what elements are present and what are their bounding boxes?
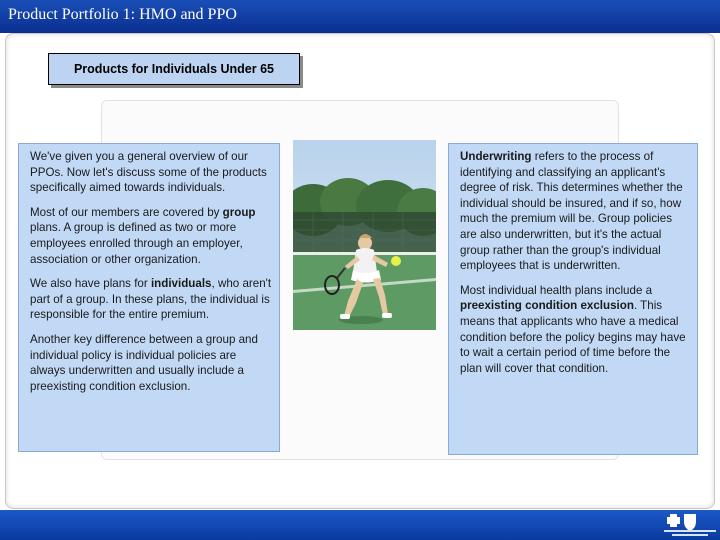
tennis-photo-svg	[293, 140, 436, 330]
blue-cross-blue-shield-logo	[660, 510, 720, 540]
left-paragraph-3	[30, 276, 273, 323]
bold-term-individuals: individuals	[150, 277, 212, 291]
logo-icon	[660, 510, 720, 540]
bold-term-group: group	[222, 205, 256, 219]
left-paragraph-1: We've given you a general overview of our PPOs. Now let's discuss some of the products specifically aimed towards individuals.	[30, 150, 267, 195]
left-paragraph-2	[30, 205, 273, 267]
right-paragraph-1	[460, 149, 691, 274]
text-run: , who aren't part of a group. In these plans, the individual is responsible for the entire premium.	[30, 277, 272, 322]
text-run: Most of our members are covered by	[30, 205, 223, 219]
text-run: plans. A group is defined as two or more employees enrolled through an employer, association or other organization.	[30, 221, 243, 266]
text-run: refers to the process of identifying and classifying an applicant's degree of risk. This determines whether the individual should be insured, and if so, how much the premium will be. Group policies are also underwritten, but it's the actual group rather than the group's individual employees that is underwritten.	[460, 150, 683, 273]
section-heading: Products for Individuals Under 65	[48, 53, 300, 85]
title-bar	[0, 0, 720, 33]
text-run: Most individual health plans include a	[460, 283, 653, 297]
left-text-box	[18, 143, 280, 452]
right-text-box	[448, 143, 698, 455]
text-run: . This means that applicants who have a medical condition before the policy begins may have to wait a certain period of time before the plan will cover that condition.	[460, 299, 686, 375]
bold-term-underwriting: Underwriting	[460, 150, 532, 163]
tennis-player-photo	[293, 140, 436, 330]
bold-term-preexisting: preexisting condition exclusion	[460, 299, 634, 313]
bottom-bar	[0, 510, 720, 540]
right-paragraph-2	[460, 283, 691, 377]
text-run: We also have plans for	[30, 277, 151, 291]
left-paragraph-4: Another key difference between a group and individual policy is individual policies are always underwritten and usually include a preexisting condition exclusion.	[30, 332, 258, 393]
slide-title: Product Portfolio 1: HMO and PPO	[8, 6, 237, 23]
